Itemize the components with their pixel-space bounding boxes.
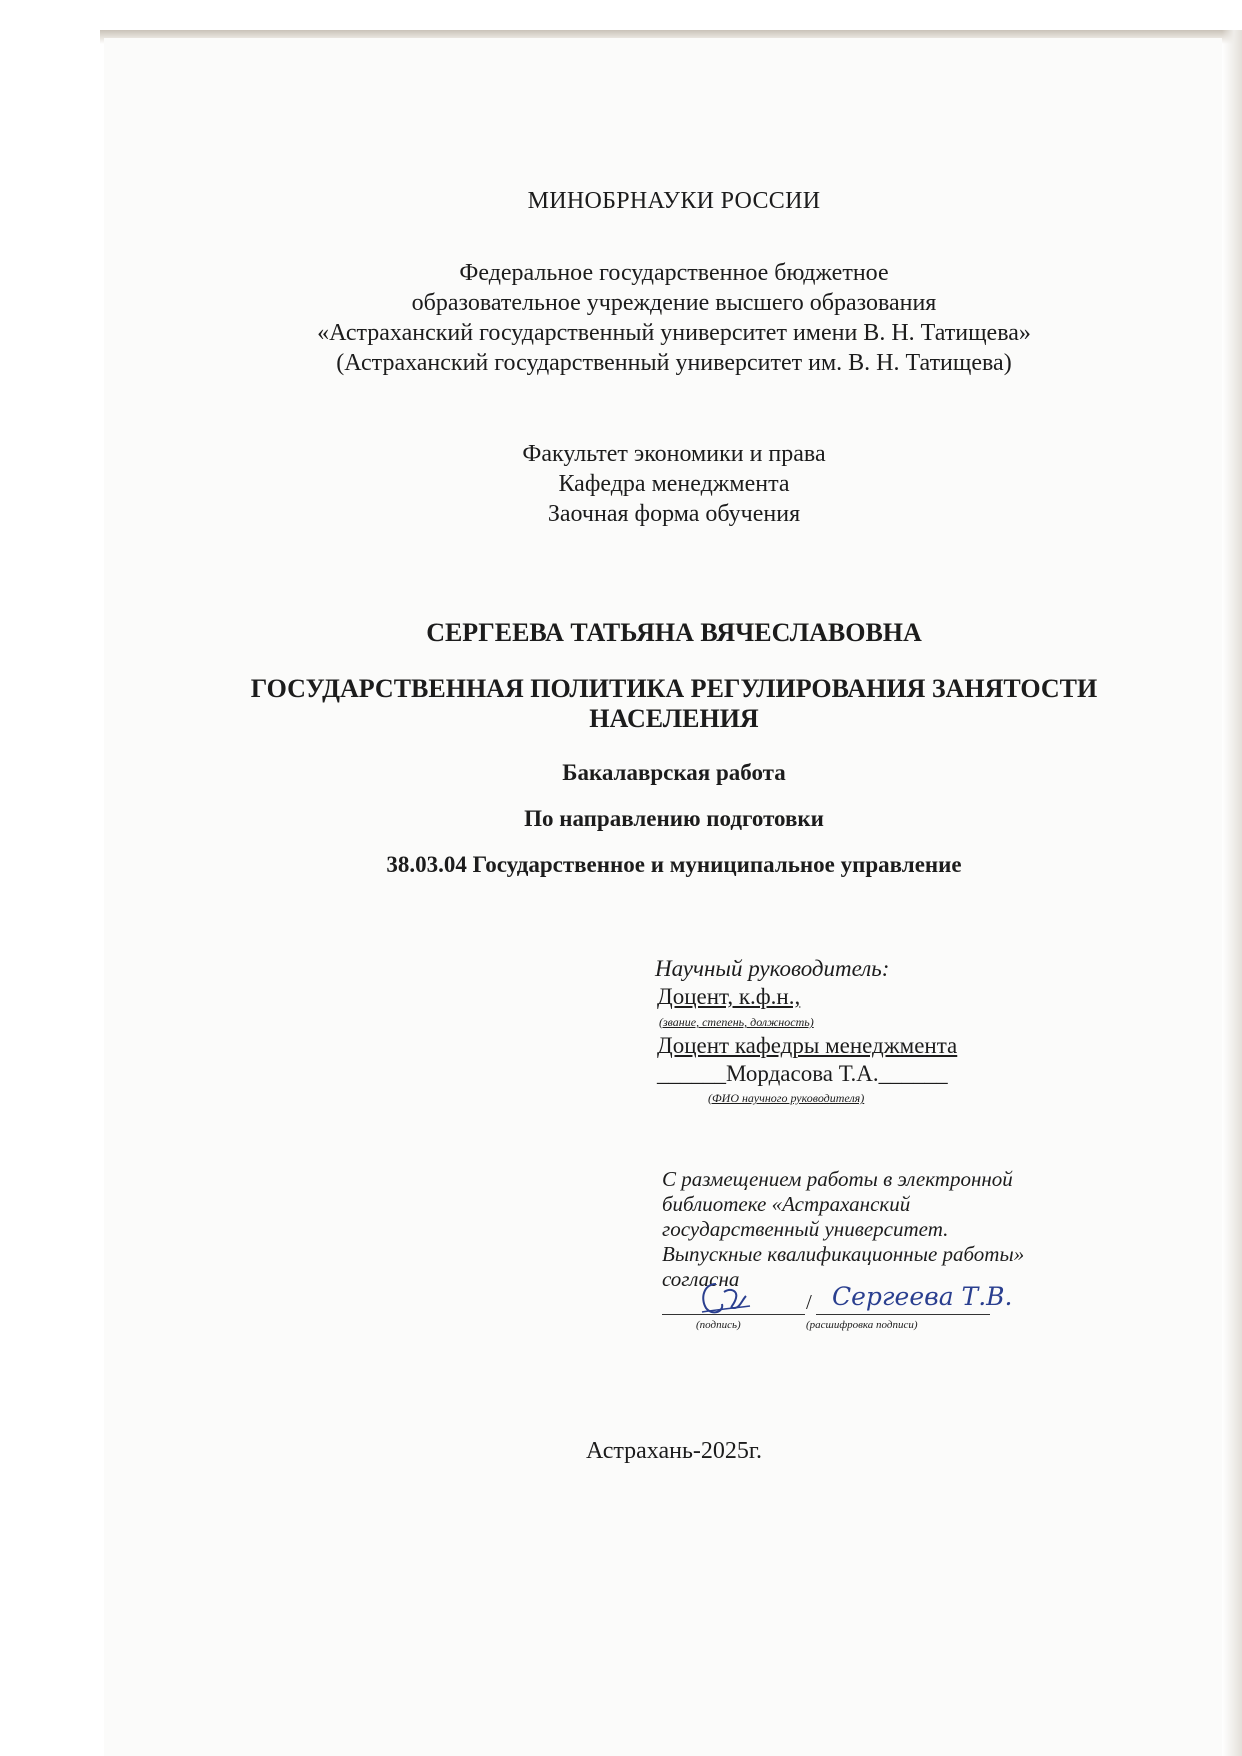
consent-line-2: библиотеке «Астраханский (662, 1192, 911, 1216)
consent-line-4: Выпускные квалификационные работы» (662, 1242, 1025, 1266)
consent-line-5: согласна (662, 1267, 740, 1291)
institution-line-2: образовательное учреждение высшего образования (411, 290, 937, 316)
department-name: Кафедра менеджмента (558, 471, 790, 497)
ministry-heading: МИНОБРНАУКИ РОССИИ (527, 188, 821, 214)
signature-caption: (подпись) (696, 1319, 741, 1331)
thesis-title-line-1: ГОСУДАРСТВЕННАЯ ПОЛИТИКА РЕГУЛИРОВАНИЯ ЗАНЯТОСТИ (250, 674, 1098, 703)
supervisor-name-row (657, 1061, 948, 1087)
supervisor-name: Мордасова Т.А. (726, 1061, 879, 1086)
handwritten-decoding: Сергеева Т.В. (832, 1282, 1013, 1311)
direction-code: 38.03.04 Государственное и муниципальное управление (386, 852, 962, 877)
study-form: Заочная форма обучения (547, 501, 801, 527)
faculty-name: Факультет экономики и права (522, 441, 826, 467)
supervisor-name-suffix: ______ (878, 1061, 948, 1086)
institution-line-3: «Астраханский государственный университет имени В. Н. Татищева» (317, 320, 1031, 346)
supervisor-position: Доцент кафедры менеджмента (657, 1033, 958, 1058)
signature-separator: / (806, 1290, 812, 1314)
supervisor-name-prefix: ______ (657, 1061, 726, 1086)
consent-line-1: С размещением работы в электронной (662, 1167, 1013, 1191)
work-type: Бакалаврская работа (562, 760, 786, 785)
author-name: СЕРГЕЕВА ТАТЬЯНА ВЯЧЕСЛАВОВНА (426, 618, 922, 647)
decoding-caption: (расшифровка подписи) (806, 1319, 918, 1331)
decoding-line (816, 1314, 990, 1315)
institution-line-1: Федеральное государственное бюджетное (459, 260, 889, 286)
page-right-edge (1222, 30, 1242, 1756)
thesis-title-line-2: НАСЕЛЕНИЯ (589, 704, 759, 733)
city-year: Астрахань-2025г. (585, 1438, 763, 1464)
title-page (104, 38, 1222, 1756)
institution-line-4: (Астраханский государственный университет им. В. Н. Татищева) (336, 350, 1012, 376)
direction-label: По направлению подготовки (524, 806, 824, 831)
handwritten-signature (694, 1278, 754, 1318)
supervisor-rank: Доцент, к.ф.н., (657, 984, 801, 1009)
supervisor-rank-caption: (звание, степень, должность) (659, 1015, 814, 1029)
consent-line-3: государственный университет. (662, 1217, 949, 1241)
supervisor-name-caption: (ФИО научного руководителя) (708, 1091, 865, 1105)
supervisor-heading: Научный руководитель: (655, 956, 890, 981)
